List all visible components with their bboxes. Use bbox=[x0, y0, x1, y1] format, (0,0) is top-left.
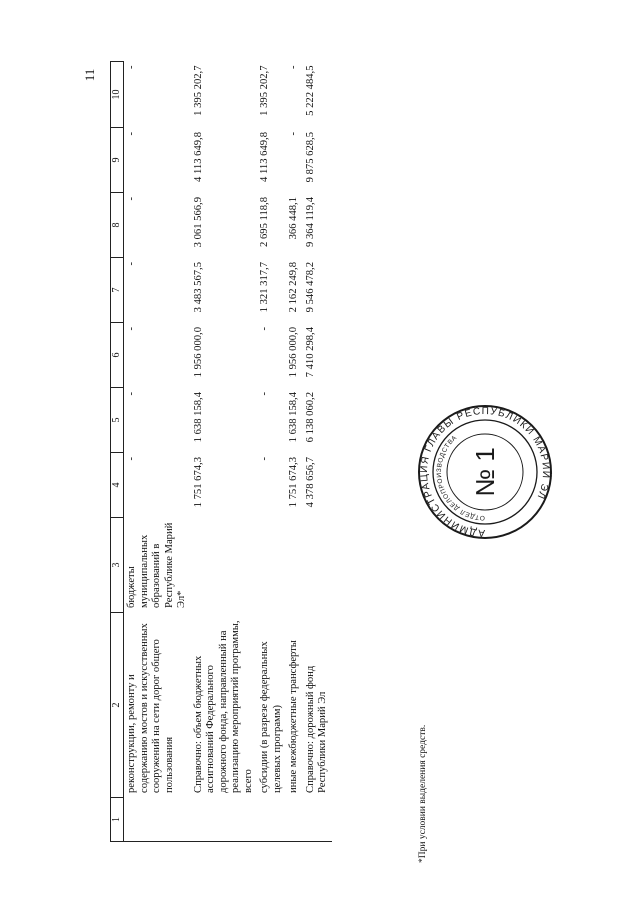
table-cell: - bbox=[126, 132, 137, 136]
table-cell: - bbox=[259, 392, 270, 396]
column-header: 8 bbox=[111, 193, 124, 258]
table-row bbox=[124, 62, 191, 842]
column-header: 4 bbox=[111, 453, 124, 518]
column-header: 3 bbox=[111, 518, 124, 613]
table-cell: - bbox=[126, 65, 137, 70]
table-cell: 9 875 628,5 bbox=[304, 132, 316, 183]
table-cell: 3 061 566,9 bbox=[192, 197, 204, 248]
column-header: 1 bbox=[111, 798, 124, 842]
table-cell: 2 162 249,8 bbox=[288, 262, 299, 313]
table-cell bbox=[303, 518, 332, 613]
table-cell: 1 395 202,7 bbox=[259, 65, 270, 116]
table-cell: 3 483 567,5 bbox=[192, 262, 204, 313]
table-cell: реконструкции, ремонту и содержанию мостов и искусственных сооружений на сети дорог общего пользования bbox=[126, 623, 175, 793]
column-header: 9 bbox=[111, 128, 124, 193]
table-cell: 5 222 484,5 bbox=[304, 65, 316, 116]
stamp-outer-text: АДМИНИСТРАЦИЯ ГЛАВЫ РЕСПУБЛИКИ МАРИЙ ЭЛ bbox=[418, 405, 552, 539]
table-cell bbox=[303, 798, 332, 842]
table-cell bbox=[286, 518, 303, 613]
rotated-table-region bbox=[110, 62, 410, 842]
column-header-row bbox=[111, 62, 124, 842]
stamp-number: № 1 bbox=[470, 447, 500, 497]
page-number: 11 bbox=[82, 68, 97, 82]
table-cell: - bbox=[126, 457, 137, 461]
table-cell: 4 378 656,7 bbox=[304, 457, 316, 508]
table-cell: 1 638 158,4 bbox=[192, 392, 204, 443]
table-cell: 366 448,1 bbox=[288, 197, 299, 240]
table-cell: бюджеты муниципальных образований в Республике Марий Эл* bbox=[126, 522, 187, 608]
table-cell bbox=[124, 798, 191, 842]
table-cell bbox=[191, 518, 258, 613]
table-cell: - bbox=[126, 327, 137, 331]
table-row bbox=[257, 62, 286, 842]
table-cell: 2 695 118,8 bbox=[259, 197, 270, 247]
table-row bbox=[286, 62, 303, 842]
table-cell: Справочно: дорожный фонд Республики Марий Эл bbox=[304, 665, 328, 793]
table-cell: - bbox=[126, 262, 137, 266]
table-cell: 4 113 649,8 bbox=[192, 132, 204, 182]
table-cell: - bbox=[288, 65, 299, 70]
table-cell: - bbox=[288, 132, 299, 136]
table-cell bbox=[257, 798, 286, 842]
budget-table bbox=[110, 61, 332, 842]
table-cell: - bbox=[126, 197, 137, 201]
table-cell: 1 751 674,3 bbox=[192, 457, 204, 508]
footnote: *При условии выделения средств. bbox=[418, 724, 428, 863]
table-row bbox=[191, 62, 258, 842]
footnote-wrapper bbox=[418, 693, 432, 863]
table-cell: 6 138 060,2 bbox=[304, 392, 316, 443]
table-cell: иные межбюджетные трансферты bbox=[288, 640, 299, 793]
table-cell: Справочно: объем бюджетных ассигнований Федерального дорожного фонда, направленный на реализацию мероприятий программы, всего bbox=[192, 620, 254, 793]
column-header: 2 bbox=[111, 613, 124, 798]
table-cell: 9 364 119,4 bbox=[304, 197, 316, 247]
column-header: 6 bbox=[111, 323, 124, 388]
table-cell: 1 956 000,0 bbox=[192, 327, 204, 378]
table-cell bbox=[257, 518, 286, 613]
table-cell: 1 638 158,4 bbox=[288, 392, 299, 443]
table-cell: - bbox=[259, 327, 270, 331]
table-row bbox=[303, 62, 332, 842]
table-cell: 1 751 674,3 bbox=[288, 457, 299, 508]
official-stamp bbox=[415, 402, 555, 542]
stamp-inner-text: ОТДЕЛ ДЕЛОПРОИЗВОДСТВА bbox=[435, 434, 486, 522]
table-cell bbox=[286, 798, 303, 842]
table-cell: 1 321 317,7 bbox=[259, 262, 270, 313]
table-cell bbox=[191, 798, 258, 842]
table-cell: 1 395 202,7 bbox=[192, 65, 204, 116]
column-header: 10 bbox=[111, 62, 124, 128]
table-cell: - bbox=[259, 457, 270, 461]
column-header: 5 bbox=[111, 388, 124, 453]
table-cell: 4 113 649,8 bbox=[259, 132, 270, 182]
table-cell: 7 410 298,4 bbox=[304, 327, 316, 378]
table-cell: субсидии (в разрезе федеральных целевых программ) bbox=[259, 641, 283, 793]
table-cell: - bbox=[126, 392, 137, 396]
column-header: 7 bbox=[111, 258, 124, 323]
table-cell: 1 956 000,0 bbox=[288, 327, 299, 378]
table-cell: 9 546 478,2 bbox=[304, 262, 316, 313]
